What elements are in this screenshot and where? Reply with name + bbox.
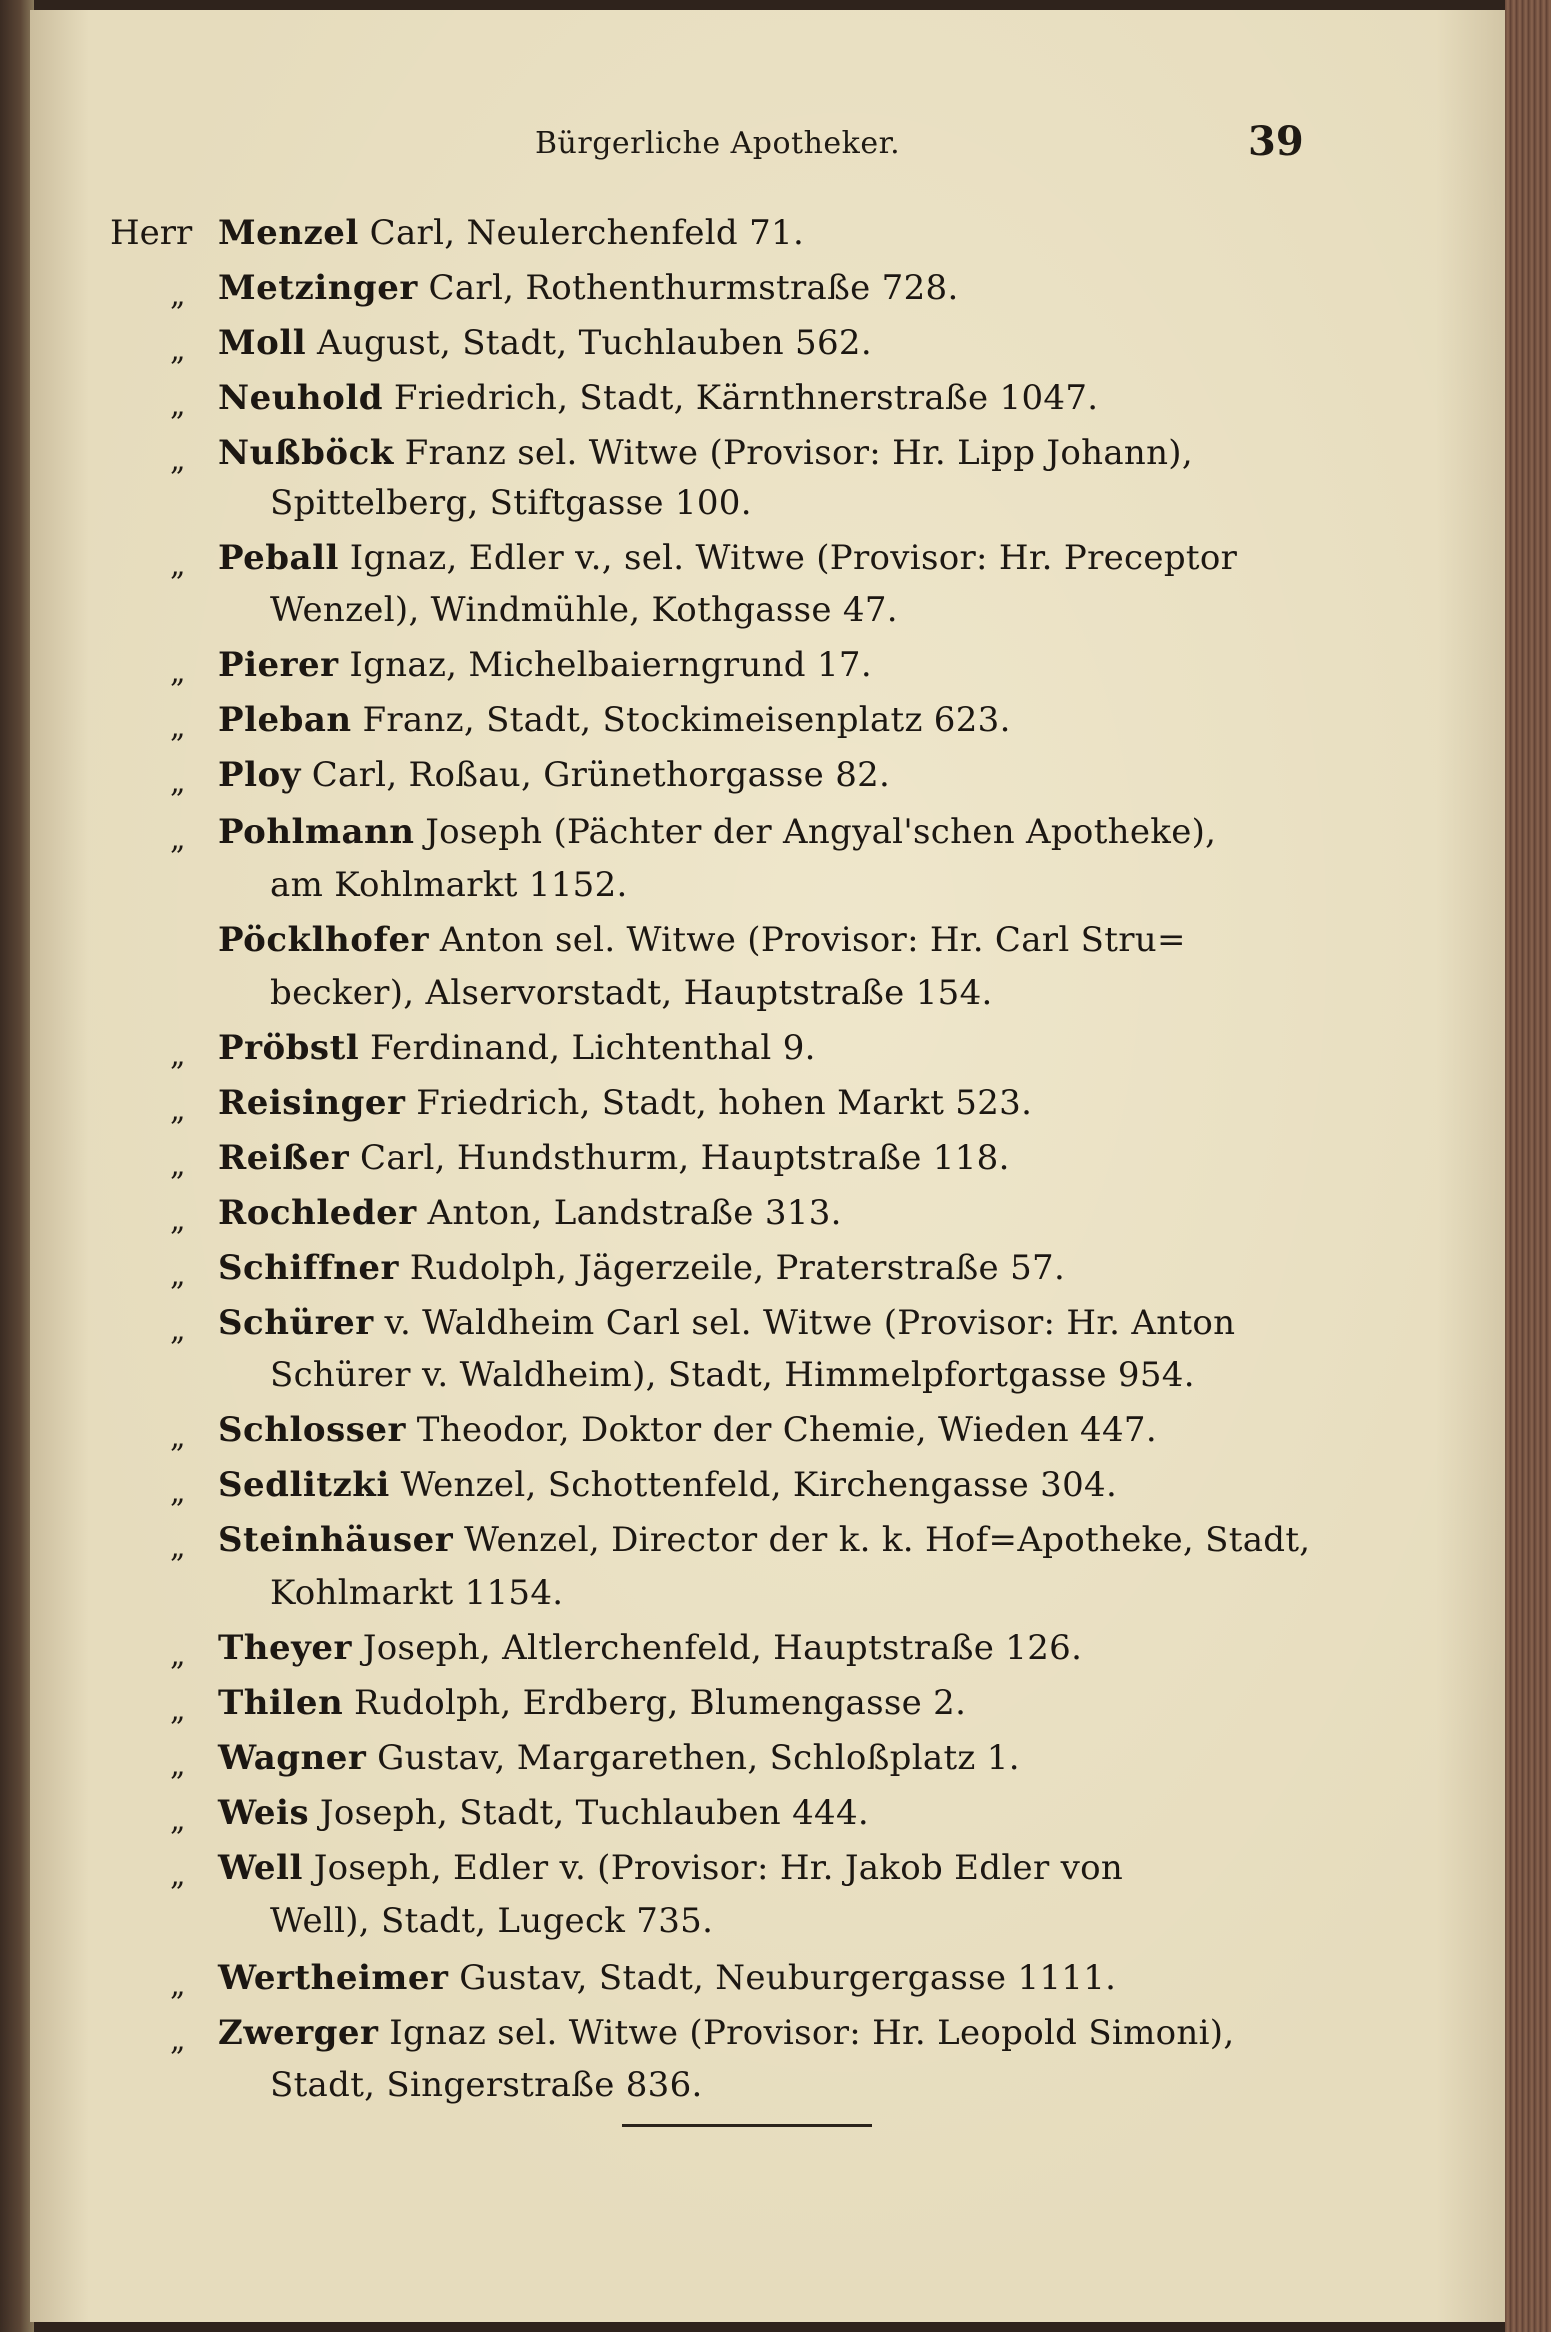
entry-name: Wagner [218, 1738, 367, 1778]
entry-name: Thilen [218, 1683, 344, 1723]
entry-name: Wertheimer [218, 1958, 449, 1998]
entry-name: Theyer [218, 1628, 352, 1668]
entry-name: Moll [218, 323, 307, 363]
entry-details: August, Stadt, Tuchlauben 562. [316, 323, 872, 363]
ditto-mark: „ [170, 1858, 186, 1893]
entry-continuation [270, 1896, 713, 1946]
ditto-mark: „ [170, 443, 186, 478]
closing-rule [622, 2124, 872, 2127]
ditto-mark: „ [170, 2023, 186, 2058]
entry-text [218, 533, 1237, 583]
entry-text [218, 1243, 1065, 1293]
entry-text [218, 915, 1186, 965]
entry-text [218, 428, 1193, 478]
entry-details: Franz sel. Witwe (Provisor: Hr. Lipp Johann), [404, 433, 1193, 473]
entry-details: Anton, Landstraße 313. [427, 1193, 842, 1233]
entry-text [218, 1733, 1020, 1783]
ditto-mark: „ [170, 1803, 186, 1838]
entry-text [218, 1188, 842, 1238]
entry-text [218, 1953, 1116, 2003]
entry-name: Nußböck [218, 433, 394, 473]
entry-text [218, 807, 1216, 857]
ditto-mark: „ [170, 333, 186, 368]
entry-name: Reisinger [218, 1083, 406, 1123]
entry-text [218, 208, 804, 258]
entry-text [218, 263, 959, 313]
ditto-mark: „ [170, 1638, 186, 1673]
entry-details: Carl, Rothenthurmstraße 728. [428, 268, 959, 308]
entry-text [218, 1133, 1010, 1183]
entry-details: Rudolph, Erdberg, Blumengasse 2. [354, 1683, 967, 1723]
entry-continuation [270, 1350, 1195, 1400]
entry-name: Schlosser [218, 1410, 406, 1450]
entry-details: v. Waldheim Carl sel. Witwe (Provisor: Hr. Anton [384, 1303, 1236, 1343]
entry-text [218, 1788, 869, 1838]
running-head: Bürgerliche Apotheker. [535, 126, 901, 161]
entry-details: Joseph (Pächter der Angyal'schen Apotheke), [425, 812, 1217, 852]
entry-text [218, 1078, 1032, 1128]
ditto-mark: „ [170, 1968, 186, 2003]
ditto-mark: „ [170, 655, 186, 690]
entry-name: Schiffner [218, 1248, 399, 1288]
entry-details: Carl, Neulerchenfeld 71. [369, 213, 805, 253]
ditto-mark: „ [170, 1313, 186, 1348]
entry-text [218, 1515, 1310, 1565]
entry-continuation [270, 1568, 563, 1618]
entry-name: Ploy [218, 755, 301, 795]
entry-name: Schürer [218, 1303, 374, 1343]
entry-name: Pleban [218, 700, 352, 740]
entry-text [218, 640, 872, 690]
ditto-mark: „ [170, 1693, 186, 1728]
entry-details: Well), Stadt, Lugeck 735. [270, 1901, 714, 1941]
entry-name: Rochleder [218, 1193, 417, 1233]
entry-details: Joseph, Altlerchenfeld, Hauptstraße 126. [362, 1628, 1083, 1668]
ditto-mark: „ [170, 1203, 186, 1238]
entry-text [218, 695, 1011, 745]
ditto-mark: „ [170, 1420, 186, 1455]
ditto-mark: „ [170, 548, 186, 583]
entry-details: Carl, Hundsthurm, Hauptstraße 118. [360, 1138, 1010, 1178]
entry-name: Pöcklhofer [218, 920, 430, 960]
entry-details: Friedrich, Stadt, hohen Markt 523. [416, 1083, 1033, 1123]
entry-continuation [270, 860, 628, 910]
entry-continuation [270, 2060, 703, 2110]
entry-name: Pierer [218, 645, 339, 685]
entry-details: Joseph, Edler v. (Provisor: Hr. Jakob Edler von [313, 1848, 1124, 1888]
entry-name: Neuhold [218, 378, 384, 418]
entry-name: Peball [218, 538, 339, 578]
entry-name: Weis [218, 1793, 310, 1833]
entry-details: Stadt, Singerstraße 836. [270, 2065, 703, 2105]
page-header [30, 118, 1510, 178]
entry-name: Sedlitzki [218, 1465, 390, 1505]
page-edges [1505, 0, 1551, 2332]
entry-details: Schürer v. Waldheim), Stadt, Himmelpfortgasse 954. [270, 1355, 1195, 1395]
entry-details: becker), Alservorstadt, Hauptstraße 154. [270, 973, 993, 1013]
entry-text [218, 1678, 966, 1728]
entry-details: Joseph, Stadt, Tuchlauben 444. [319, 1793, 869, 1833]
entry-details: Ignaz, Michelbaierngrund 17. [349, 645, 872, 685]
entry-details: Wenzel, Schottenfeld, Kirchengasse 304. [400, 1465, 1118, 1505]
entry-name: Pröbstl [218, 1028, 360, 1068]
ditto-mark: „ [170, 1258, 186, 1293]
entry-text [218, 2008, 1234, 2058]
entry-name: Menzel [218, 213, 359, 253]
entry-continuation [270, 478, 752, 528]
entry-details: am Kohlmarkt 1152. [270, 865, 628, 905]
entry-details: Ignaz, Edler v., sel. Witwe (Provisor: Hr. Preceptor [349, 538, 1238, 578]
entry-details: Anton sel. Witwe (Provisor: Hr. Carl Stru= [439, 920, 1186, 960]
entry-text [218, 318, 872, 368]
entry-text [218, 750, 890, 800]
ditto-mark: „ [170, 1093, 186, 1128]
entry-details: Gustav, Stadt, Neuburgergasse 1111. [459, 1958, 1117, 1998]
entry-text [218, 1023, 816, 1073]
entry-continuation [270, 585, 898, 635]
ditto-mark: „ [170, 388, 186, 423]
entry-text [218, 1298, 1235, 1348]
ditto-mark: „ [170, 1475, 186, 1510]
entry-details: Theodor, Doktor der Chemie, Wieden 447. [416, 1410, 1157, 1450]
entry-name: Reißer [218, 1138, 350, 1178]
ditto-mark: „ [170, 765, 186, 800]
ditto-mark: „ [170, 822, 186, 857]
entry-details: Gustav, Margarethen, Schloßplatz 1. [377, 1738, 1020, 1778]
ditto-mark: „ [170, 1038, 186, 1073]
ditto-mark: „ [170, 1530, 186, 1565]
book-page [30, 10, 1510, 2322]
entry-text [218, 1623, 1082, 1673]
entry-details: Ignaz sel. Witwe (Provisor: Hr. Leopold Simoni), [389, 2013, 1235, 2053]
entry-details: Rudolph, Jägerzeile, Praterstraße 57. [409, 1248, 1066, 1288]
entry-details: Franz, Stadt, Stockimeisenplatz 623. [362, 700, 1011, 740]
entry-details: Carl, Roßau, Grünethorgasse 82. [311, 755, 891, 795]
page-number: 39 [1248, 118, 1304, 165]
entry-text [218, 373, 1098, 423]
ditto-mark: „ [170, 1748, 186, 1783]
entry-name: Pohlmann [218, 812, 415, 852]
ditto-mark: „ [170, 710, 186, 745]
entry-continuation [270, 968, 993, 1018]
entry-details: Friedrich, Stadt, Kärnthnerstraße 1047. [393, 378, 1099, 418]
prefix-herr: Herr [110, 213, 193, 253]
entry-name: Zwerger [218, 2013, 379, 2053]
entry-name: Steinhäuser [218, 1520, 454, 1560]
entry-details: Wenzel), Windmühle, Kothgasse 47. [270, 590, 898, 630]
entry-name: Well [218, 1848, 303, 1888]
entry-details: Kohlmarkt 1154. [270, 1573, 564, 1613]
entry-details: Spittelberg, Stiftgasse 100. [270, 483, 752, 523]
entry-text [218, 1843, 1123, 1893]
entry-text [218, 1405, 1157, 1455]
entry-details: Ferdinand, Lichtenthal 9. [370, 1028, 816, 1068]
entry-details: Wenzel, Director der k. k. Hof=Apotheke, Stadt, [464, 1520, 1311, 1560]
book-spine [0, 0, 34, 2332]
ditto-mark: „ [170, 278, 186, 313]
entry-name: Metzinger [218, 268, 418, 308]
entry-text [218, 1460, 1117, 1510]
ditto-mark: „ [170, 1148, 186, 1183]
